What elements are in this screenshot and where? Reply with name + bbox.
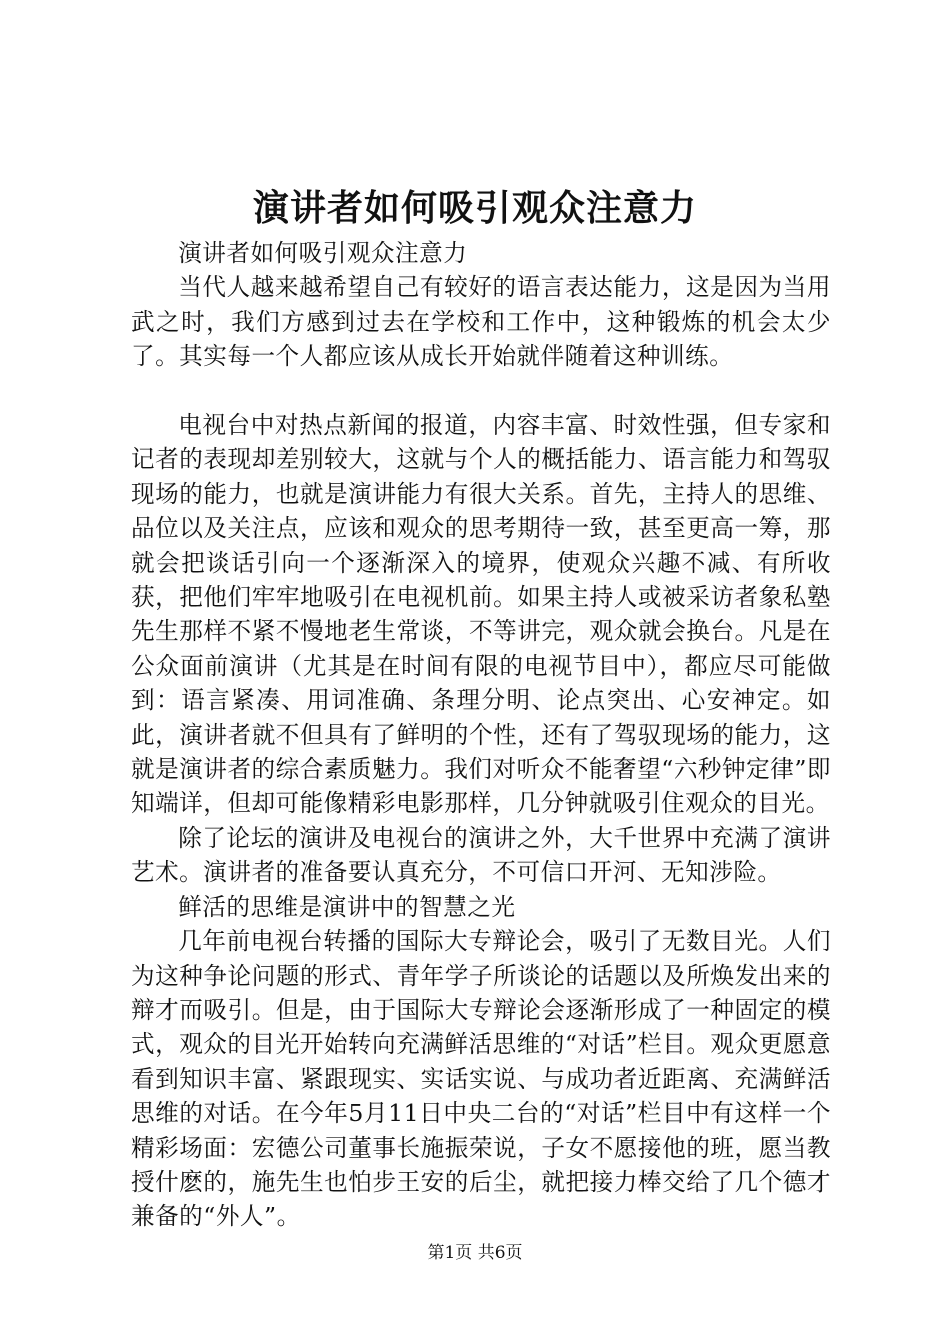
document-title: 演讲者如何吸引观众注意力 bbox=[252, 187, 697, 229]
page-number: 第1页 共6页 bbox=[427, 1243, 523, 1263]
paragraph-speech-art: 除了论坛的演讲及电视台的演讲之外，大千世界中充满了演讲艺术。演讲者的准备要认真充分，不可信口开河、无知涉险。 bbox=[131, 823, 831, 887]
paragraph-spacer bbox=[131, 374, 831, 408]
paragraph-tv-news: 电视台中对热点新闻的报道，内容丰富、时效性强，但专家和记者的表现却差别较大，这就与个人的概括能力、语言能力和驾驭现场的能力，也就是演讲能力有很大关系。首先，主持人的思维、品位以及关注点，应该和观众的思考期待一致，甚至更高一筹，那就会把谈话引向一个逐渐深入的境界，使观众兴趣不减、有所收获，把他们牢牢地吸引在电视机前。如果主持人或被采访者象私塾先生那样不紧不慢地老生常谈，不等讲完，观众就会换台。凡是在公众面前演讲（尤其是在时间有限的电视节目中），都应尽可能做到：语言紧凑、用词准确、条理分明、论点突出、心安神定。如此，演讲者就不但具有了鲜明的个性，还有了驾驭现场的能力，这就是演讲者的综合素质魅力。我们对听众不能奢望“六秒钟定律”即知端详，但却可能像精彩电影那样，几分钟就吸引住观众的目光。 bbox=[131, 411, 831, 818]
paragraph-intro: 当代人越来越希望自己有较好的语言表达能力，这是因为当用武之时，我们方感到过去在学校和工作中，这种锻炼的机会太少了。其实每一个人都应该从成长开始就伴随着这种训练。 bbox=[131, 273, 831, 371]
paragraph-subtitle: 演讲者如何吸引观众注意力 bbox=[178, 239, 468, 267]
paragraph-debate: 几年前电视台转播的国际大专辩论会，吸引了无数目光。人们为这种争论问题的形式、青年学子所谈论的话题以及所焕发出来的辩才而吸引。但是，由于国际大专辩论会逐渐形成了一种固定的模式，观众的目光开始转向充满鲜活思维的“对话”栏目。观众更愿意看到知识丰富、紧跟现实、实话实说、与成功者近距离、充满鲜活思维的对话。在今年5月11日中央二台的“对话”栏目中有这样一个精彩场面：宏德公司董事长施振荣说，子女不愿接他的班，愿当教授什麽的，施先生也怕步王安的后尘，就把接力棒交给了几个德才兼备的“外人”。 bbox=[131, 927, 831, 1231]
section-heading: 鲜活的思维是演讲中的智慧之光 bbox=[178, 892, 516, 921]
document-body bbox=[131, 236, 831, 1234]
